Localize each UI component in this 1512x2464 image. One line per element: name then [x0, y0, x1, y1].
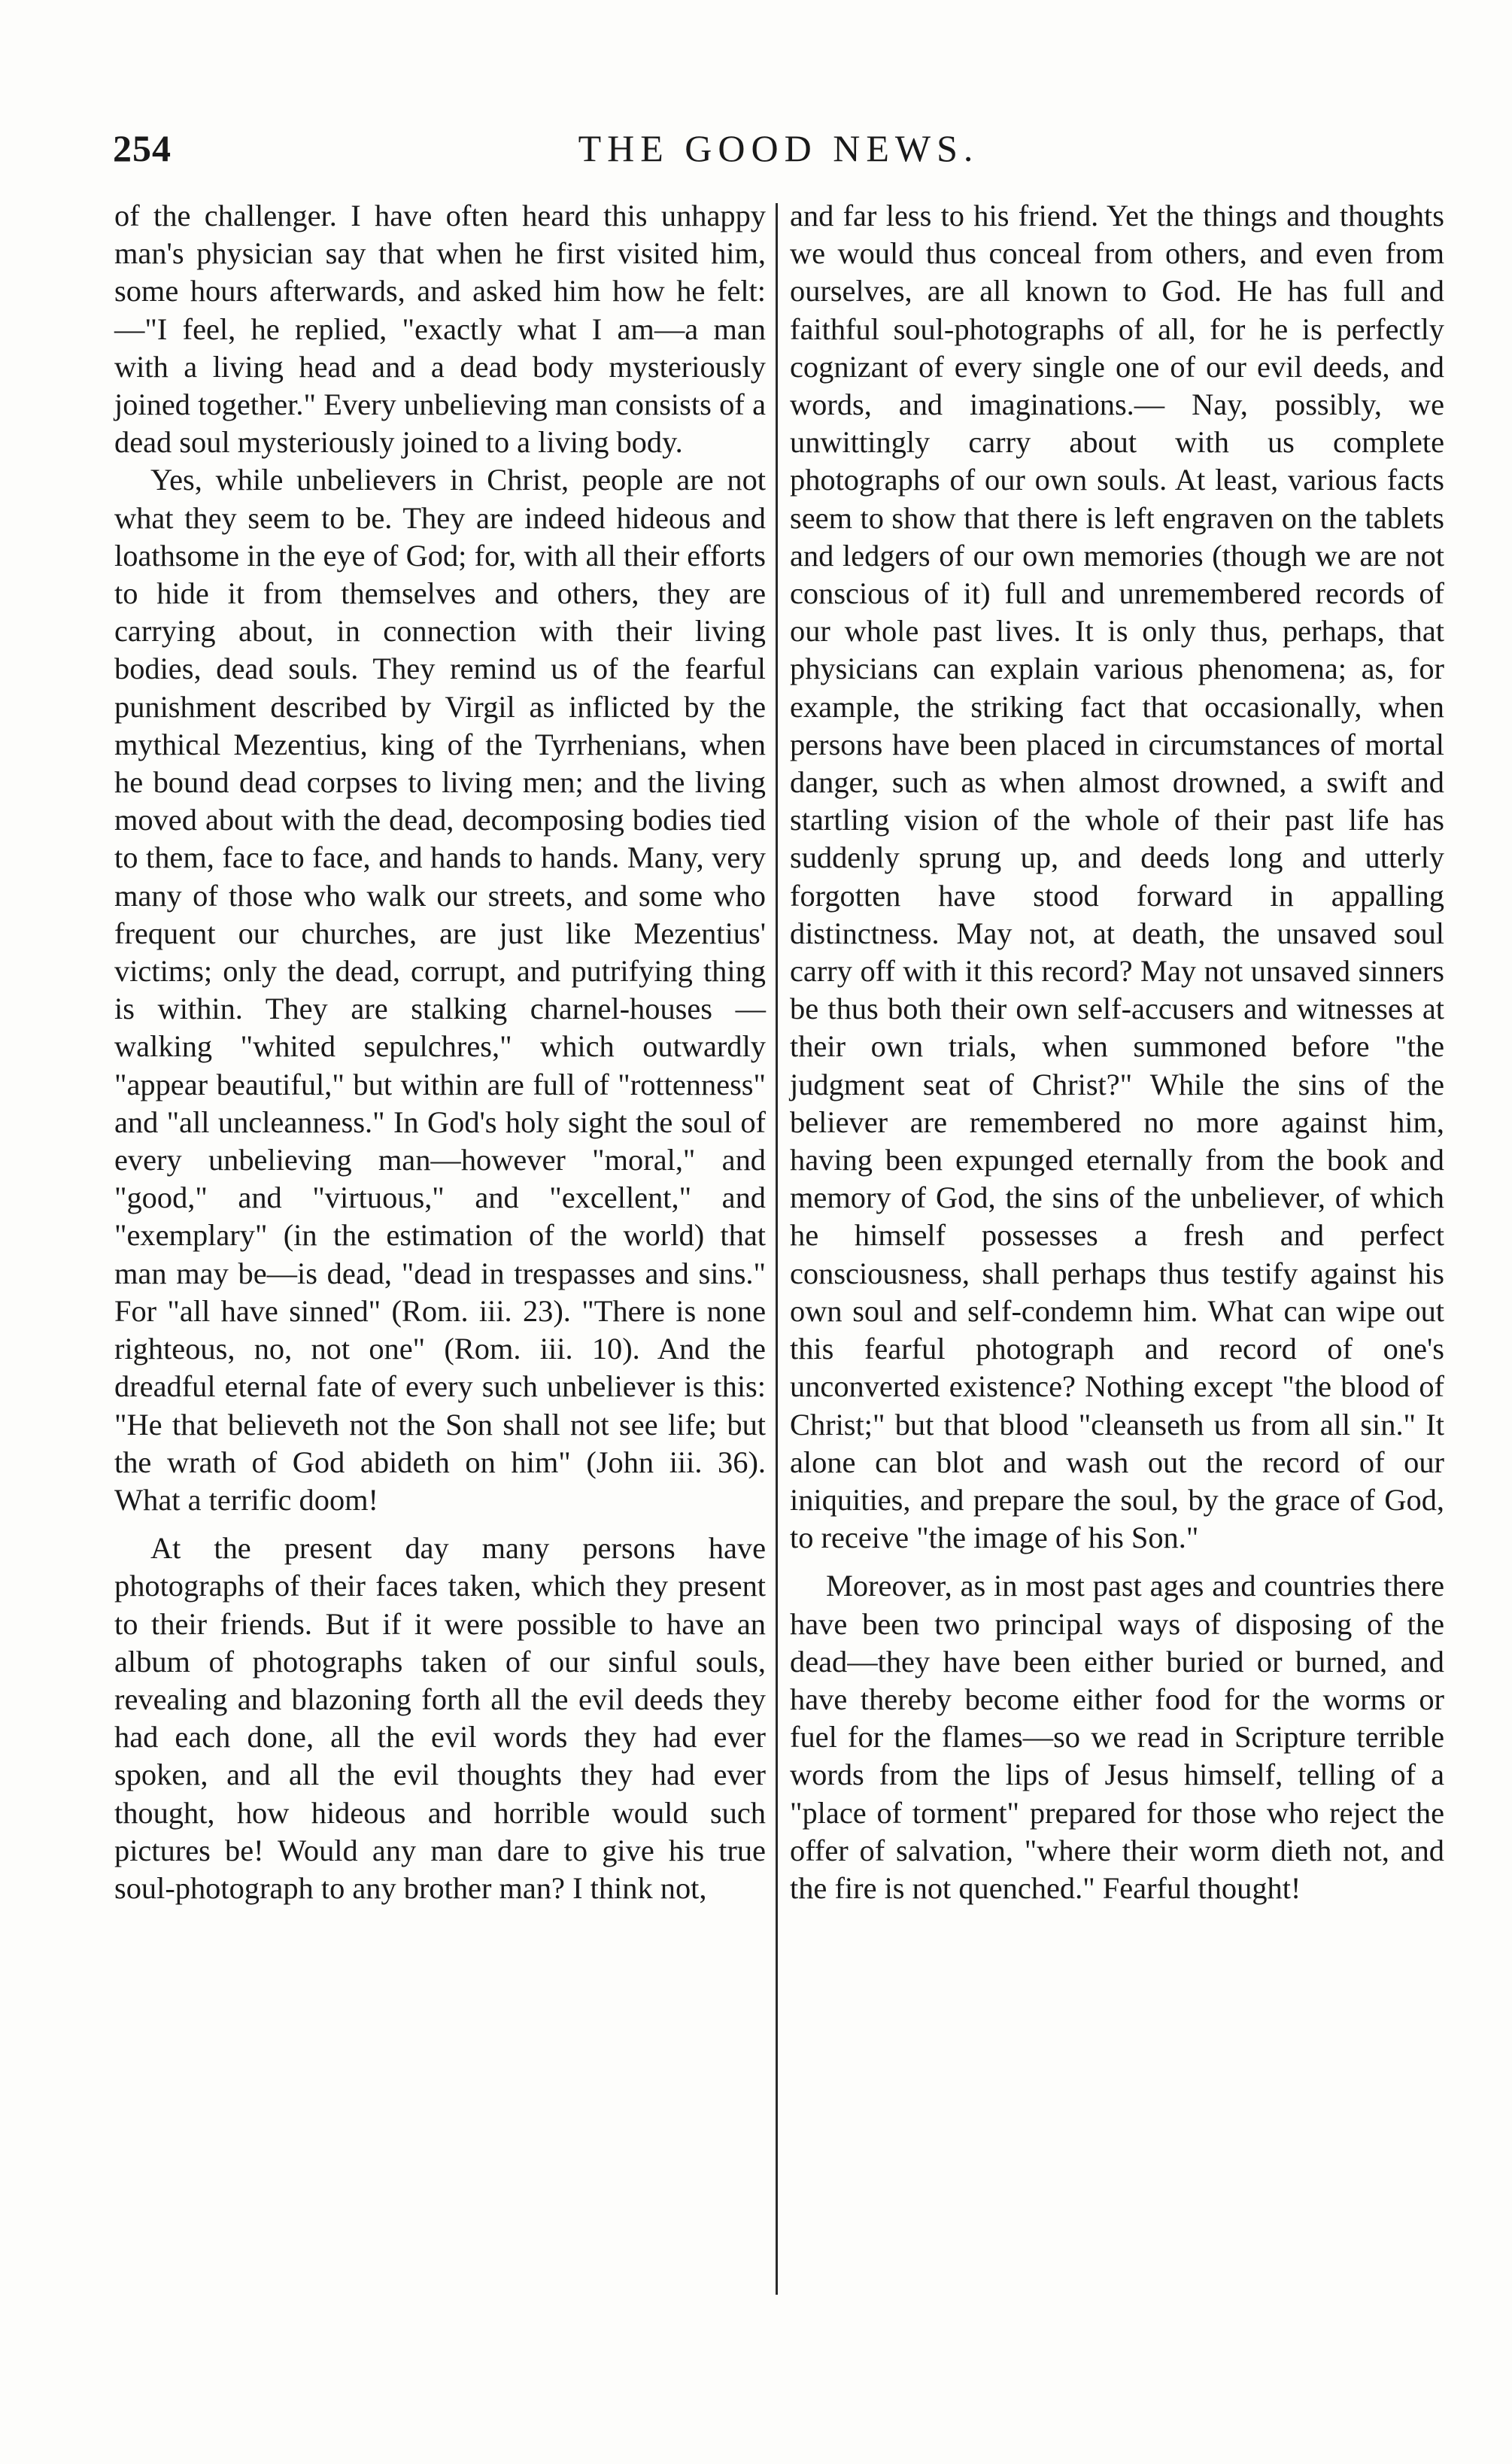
- right-paragraph-1: and far less to his friend. Yet the things and thoughts we would thus conceal from others, and even from ourselves, are all known to God. He has full and faithful soul-photographs of all, for he is perfectly cognizant of every single one of our evil deeds, and words, and imaginations.— Nay, possibly, we unwittingly carry about with us complete photographs of our own souls. At least, various facts seem to show that there is left engraven on the tablets and ledgers of our own memories (though we are not conscious of it) full and unremembered records of our whole past lives. It is only thus, perhaps, that physicians can explain various phenomena; as, for example, the striking fact that occasionally, when persons have been placed in circumstances of mortal danger, such as when almost drowned, a swift and startling vision of the whole of their past life has suddenly sprung up, and deeds long and utterly forgotten have stood forward in appalling distinctness. May not, at death, the unsaved soul carry off with it this record? May not unsaved sinners be thus both their own self-accusers and witnesses at their own trials, when summoned before "the judgment seat of Christ?" While the sins of the believer are remembered no more against him, having been expunged eternally from the book and memory of God, the sins of the unbeliever, of which he himself possesses a fresh and perfect consciousness, shall perhaps thus testify against his own soul and self-condemn him. What can wipe out this fearful photograph and record of one's unconverted existence? Nothing except "the blood of Christ;" but that blood "cleanseth us from all sin." It alone can blot and wash out the record of our iniquities, and prepare the soul, by the grace of God, to receive "the image of his Son.": [790, 199, 1444, 1555]
- left-paragraph-3: At the present day many persons have photographs of their faces taken, which they present to their friends. But if it were possible to have an album of photographs taken of our sinful souls, revealing and blazoning forth all the evil deeds they had each done, all the evil words they had ever spoken, and all the evil thoughts they had ever thought, how hideous and horrible would such pictures be! Would any man dare to give his true soul-photograph to any brother man? I think not,: [114, 1531, 766, 1905]
- left-paragraph-2: Yes, while unbelievers in Christ, people are not what they seem to be. They are indeed hideous and loathsome in the eye of God; for, with all their efforts to hide it from themselves and others, they are carrying about, in connection with their living bodies, dead souls. They remind us of the fearful punishment described by Virgil as inflicted by the mythical Mezentius, king of the Tyrrhenians, when he bound dead corpses to living men; and the living moved about with the dead, decomposing bodies tied to them, face to face, and hands to hands. Many, very many of those who walk our streets, and some who frequent our churches, are just like Mezentius' victims; only the dead, corrupt, and putrifying thing is within. They are stalking charnel-houses —walking "whited sepulchres," which outwardly "appear beautiful," but within are full of "rottenness" and "all uncleanness." In God's holy sight the soul of every unbelieving man—however "moral," and "good," and "virtuous," and "excellent," and "exemplary" (in the estimation of the world) that man may be—is dead, "dead in trespasses and sins." For "all have sinned" (Rom. iii. 23). "There is none righteous, no, not one" (Rom. iii. 10). And the dreadful eternal fate of every such unbeliever is this: "He that believeth not the Son shall not see life; but the wrath of God abideth on him" (John iii. 36). What a terrific doom!: [114, 463, 766, 1517]
- page-header: [113, 126, 1444, 179]
- right-column: [790, 197, 1444, 1907]
- column-divider: [776, 203, 778, 2295]
- right-paragraph-2: Moreover, as in most past ages and countries there have been two principal ways of disposing of the dead—they have been either buried or burned, and have thereby become either food for the worms or fuel for the flames—so we read in Scripture terrible words from the lips of Jesus himself, telling of a "place of torment" prepared for those who reject the offer of salvation, "where their worm dieth not, and the fire is not quenched." Fearful thought!: [790, 1569, 1444, 1905]
- left-column: [114, 197, 766, 1907]
- running-title: THE GOOD NEWS.: [578, 127, 979, 169]
- page-number: 254: [113, 127, 172, 169]
- left-paragraph-1: of the challenger. I have often heard this unhappy man's physician say that when he first visited him, some hours afterwards, and asked him how he felt:—"I feel, he replied, "exactly what I am—a man with a living head and a dead body mysteriously joined together." Every unbelieving man consists of a dead soul mysteriously joined to a living body.: [114, 199, 766, 460]
